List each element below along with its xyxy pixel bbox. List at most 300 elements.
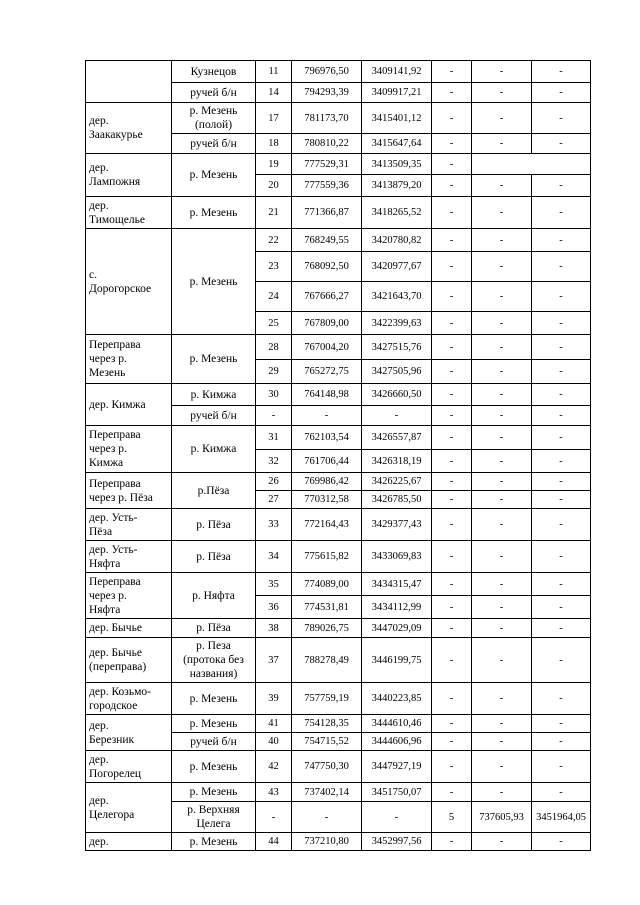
river-cell-line: р. Мезень: [189, 105, 238, 117]
settlement-cell-line: (переправа): [89, 661, 147, 673]
x-coordinate-cell: 761706,44: [292, 450, 362, 473]
point-number-cell: 37: [256, 638, 292, 683]
dash-cell: -: [432, 312, 472, 335]
y-coordinate-cell: 3440223,85: [362, 683, 432, 715]
point-number-cell: 22: [256, 229, 292, 252]
settlement-cell-line: дер. Бычье: [89, 622, 142, 634]
river-cell: [172, 509, 256, 541]
settlement-cell-line: Лампожня: [89, 176, 141, 188]
river-cell: [172, 83, 256, 103]
dash-cell: -: [532, 406, 591, 426]
point-number-cell: 36: [256, 596, 292, 619]
dash-cell: -: [472, 360, 532, 384]
dash-cell: -: [472, 541, 532, 573]
river-cell: [172, 541, 256, 573]
dash-cell: -: [532, 473, 591, 491]
river-cell: [172, 619, 256, 638]
extra-value-cell: 3451964,05: [532, 802, 591, 833]
point-number-cell: 34: [256, 541, 292, 573]
settlement-cell-line: городское: [89, 699, 138, 712]
dash-cell: -: [432, 229, 472, 252]
x-coordinate-cell: 764148,98: [292, 384, 362, 406]
point-number-cell: 20: [256, 175, 292, 197]
settlement-cell: [86, 509, 172, 541]
settlement-cell: [86, 638, 172, 683]
table-row: [86, 541, 591, 573]
point-number-cell: 31: [256, 426, 292, 450]
dash-cell: -: [432, 103, 472, 134]
dash-cell: -: [432, 783, 472, 802]
dash-cell: -: [532, 596, 591, 619]
dash-cell: -: [472, 619, 532, 638]
y-coordinate-cell: 3451750,07: [362, 783, 432, 802]
dash-cell: -: [432, 61, 472, 83]
dash-cell: -: [532, 426, 591, 450]
point-number-cell: 19: [256, 154, 292, 175]
x-coordinate-cell: 767666,27: [292, 282, 362, 312]
river-cell: [172, 335, 256, 384]
table-row: [86, 751, 591, 783]
river-cell-line: р. Кимжа: [190, 388, 237, 401]
river-cell-line: р. Кимжа: [190, 443, 237, 455]
x-coordinate-cell: 757759,19: [292, 683, 362, 715]
point-number-cell: 27: [256, 491, 292, 509]
dash-cell: -: [472, 783, 532, 802]
river-cell: [172, 802, 256, 833]
x-coordinate-cell: 777529,31: [292, 154, 362, 175]
y-coordinate-cell: 3420977,67: [362, 252, 432, 282]
point-number-cell: 28: [256, 335, 292, 360]
point-number-cell: 23: [256, 252, 292, 282]
dash-cell: -: [432, 83, 472, 103]
dash-cell: -: [532, 252, 591, 282]
river-cell-line: ручей б/н: [190, 86, 237, 99]
river-cell-line: ручей б/н: [190, 137, 237, 150]
dash-cell: -: [472, 282, 532, 312]
river-cell: [172, 473, 256, 509]
settlement-cell: [86, 541, 172, 573]
river-cell: [172, 406, 256, 426]
river-cell: [172, 573, 256, 619]
x-coordinate-cell: 767004,20: [292, 335, 362, 360]
dash-cell: -: [532, 312, 591, 335]
river-cell-line: ручей б/н: [190, 409, 237, 422]
river-cell: [172, 426, 256, 473]
x-coordinate-cell: 768092,50: [292, 252, 362, 282]
dash-cell: -: [432, 751, 472, 783]
settlement-cell: [86, 61, 172, 103]
settlement-cell-line: через р.: [89, 589, 127, 602]
point-number-cell: 17: [256, 103, 292, 134]
dash-cell: -: [532, 282, 591, 312]
settlement-cell-line: Пёза: [89, 525, 113, 538]
river-cell-line: р. Мезень: [189, 786, 238, 798]
x-coordinate-cell: 777559,36: [292, 175, 362, 197]
settlement-cell-line: дер.: [89, 115, 109, 127]
dash-cell: -: [532, 733, 591, 751]
settlement-cell-line: Дорогорское: [89, 282, 152, 295]
x-coordinate-cell: 765272,75: [292, 360, 362, 384]
x-coordinate-cell: 737210,80: [292, 833, 362, 851]
extra-value-cell: 5: [432, 802, 472, 833]
table-row: [86, 61, 591, 83]
dash-cell: -: [472, 573, 532, 596]
river-cell-line: р.Пёза: [197, 484, 230, 497]
table-row: [86, 103, 591, 134]
dash-cell: -: [432, 450, 472, 473]
dash-cell: -: [532, 103, 591, 134]
y-coordinate-cell: 3444606,96: [362, 733, 432, 751]
settlement-cell-line: Мезень: [89, 367, 126, 379]
dash-cell: -: [532, 541, 591, 573]
settlement-cell-line: дер.: [89, 199, 109, 212]
table-row: [86, 154, 591, 175]
settlement-cell-line: дер.: [89, 794, 109, 807]
river-cell: [172, 229, 256, 335]
dash-cell: -: [432, 384, 472, 406]
x-coordinate-cell: 769986,42: [292, 473, 362, 491]
dash-cell: -: [432, 335, 472, 360]
river-cell: [172, 384, 256, 406]
x-coordinate-cell: 754715,52: [292, 733, 362, 751]
y-coordinate-cell: 3426225,67: [362, 473, 432, 491]
table-row: [86, 683, 591, 715]
settlement-cell: [86, 619, 172, 638]
dash-cell: -: [472, 134, 532, 154]
settlement-cell-line: Целегора: [89, 808, 135, 821]
settlement-cell-line: Переправа: [89, 477, 141, 490]
y-coordinate-cell: 3434315,47: [362, 573, 432, 596]
dash-cell: -: [532, 229, 591, 252]
river-cell: [172, 134, 256, 154]
settlement-cell-line: Переправа: [89, 575, 141, 588]
table-row: [86, 197, 591, 229]
point-number-cell: 40: [256, 733, 292, 751]
dash-cell: -: [472, 61, 532, 83]
settlement-cell: [86, 473, 172, 509]
x-coordinate-cell: 747750,30: [292, 751, 362, 783]
dash-cell: -: [472, 596, 532, 619]
river-cell-line: р. Няфта: [192, 589, 235, 602]
settlement-cell-line: дер. Усть-: [89, 543, 138, 556]
y-coordinate-cell: 3426557,87: [362, 426, 432, 450]
settlement-cell-line: Кимжа: [89, 457, 124, 469]
dash-cell: -: [432, 619, 472, 638]
table-row: [86, 573, 591, 596]
y-coordinate-cell: 3415647,64: [362, 134, 432, 154]
dash-cell: -: [432, 426, 472, 450]
table-row: [86, 473, 591, 491]
dash-cell: -: [432, 154, 472, 175]
y-coordinate-cell: 3446199,75: [362, 638, 432, 683]
dash-cell: -: [532, 683, 591, 715]
dash-cell: -: [532, 175, 591, 197]
settlement-cell-line: Переправа: [89, 339, 141, 351]
dash-cell: -: [432, 175, 472, 197]
point-number-cell: 29: [256, 360, 292, 384]
point-number-cell: 14: [256, 83, 292, 103]
dash-cell: -: [472, 384, 532, 406]
river-cell-line: р. Мезень: [189, 760, 238, 773]
point-number-cell: 25: [256, 312, 292, 335]
river-cell-line: р. Мезень: [189, 835, 238, 848]
dash-cell: -: [532, 509, 591, 541]
river-cell: [172, 61, 256, 83]
point-number-cell: 38: [256, 619, 292, 638]
point-number-cell: 18: [256, 134, 292, 154]
x-coordinate-cell: 754128,35: [292, 715, 362, 733]
x-coordinate-cell: 781173,70: [292, 103, 362, 134]
y-coordinate-cell: 3447029,09: [362, 619, 432, 638]
dash-cell: -: [472, 450, 532, 473]
point-number-cell: 43: [256, 783, 292, 802]
dash-cell: -: [432, 406, 472, 426]
x-coordinate-cell: 737402,14: [292, 783, 362, 802]
dash-cell: -: [472, 715, 532, 733]
table-row: [86, 783, 591, 802]
settlement-cell-line: дер. Козьмо-: [89, 685, 151, 698]
x-coordinate-cell: 775615,82: [292, 541, 362, 573]
y-coordinate-cell: 3420780,82: [362, 229, 432, 252]
settlement-cell-line: дер. Усть-: [89, 511, 138, 524]
dash-cell: -: [532, 360, 591, 384]
y-coordinate-cell: -: [362, 406, 432, 426]
settlement-cell: [86, 229, 172, 335]
dash-cell: -: [532, 384, 591, 406]
settlement-cell-line: Тимощелье: [89, 213, 145, 226]
dash-cell: -: [532, 134, 591, 154]
settlement-cell-line: Няфта: [89, 557, 121, 570]
river-cell: [172, 103, 256, 134]
x-coordinate-cell: 796976,50: [292, 61, 362, 83]
dash-cell: -: [532, 335, 591, 360]
x-coordinate-cell: 762103,54: [292, 426, 362, 450]
coordinates-table: [85, 60, 591, 851]
dash-cell: -: [532, 638, 591, 683]
dash-cell: -: [432, 683, 472, 715]
table-row: [86, 335, 591, 360]
dash-cell: -: [432, 491, 472, 509]
settlement-cell: [86, 751, 172, 783]
dash-cell: -: [432, 134, 472, 154]
settlement-cell-line: дер.: [89, 162, 109, 174]
x-coordinate-cell: 772164,43: [292, 509, 362, 541]
river-cell: [172, 154, 256, 197]
table-row: [86, 384, 591, 406]
point-number-cell: 32: [256, 450, 292, 473]
y-coordinate-cell: 3409917,21: [362, 83, 432, 103]
dash-cell: -: [532, 83, 591, 103]
x-coordinate-cell: -: [292, 406, 362, 426]
x-coordinate-cell: 768249,55: [292, 229, 362, 252]
dash-cell: -: [472, 197, 532, 229]
x-coordinate-cell: 794293,39: [292, 83, 362, 103]
dash-cell: -: [432, 197, 472, 229]
dash-cell: -: [472, 833, 532, 851]
y-coordinate-cell: 3422399,63: [362, 312, 432, 335]
settlement-cell: [86, 573, 172, 619]
x-coordinate-cell: 770312,58: [292, 491, 362, 509]
dash-cell: -: [432, 509, 472, 541]
settlement-cell-line: через р.: [89, 353, 127, 365]
x-coordinate-cell: 767809,00: [292, 312, 362, 335]
y-coordinate-cell: 3433069,83: [362, 541, 432, 573]
y-coordinate-cell: 3452997,56: [362, 833, 432, 851]
y-coordinate-cell: 3434112,99: [362, 596, 432, 619]
table-row: [86, 229, 591, 252]
dash-cell: -: [532, 619, 591, 638]
settlement-cell: [86, 154, 172, 197]
dash-cell: -: [432, 473, 472, 491]
settlement-cell-line: дер.: [89, 753, 109, 766]
x-coordinate-cell: 788278,49: [292, 638, 362, 683]
river-cell-line: Кузнецов: [190, 65, 237, 78]
river-cell-line: Целега: [196, 818, 231, 830]
river-cell-line: (протока без: [183, 654, 244, 666]
y-coordinate-cell: 3413509,35: [362, 154, 432, 175]
dash-cell: -: [432, 541, 472, 573]
river-cell-line: р. Мезень: [189, 717, 238, 730]
point-number-cell: 42: [256, 751, 292, 783]
table-row: [86, 509, 591, 541]
dash-cell: -: [472, 103, 532, 134]
dash-cell: -: [472, 229, 532, 252]
settlement-cell-line: дер.: [89, 719, 109, 732]
table-body: [86, 61, 591, 851]
dash-cell: -: [472, 733, 532, 751]
dash-cell: -: [472, 683, 532, 715]
dash-cell: -: [472, 335, 532, 360]
river-cell: [172, 638, 256, 683]
river-cell-line: р. Пёза: [196, 622, 231, 634]
y-coordinate-cell: 3426660,50: [362, 384, 432, 406]
settlement-cell: [86, 384, 172, 426]
dash-cell: -: [472, 473, 532, 491]
dash-cell: -: [532, 61, 591, 83]
river-cell-line: р. Мезень: [189, 353, 238, 365]
river-cell-line: р. Пёза: [196, 518, 231, 531]
dash-cell: -: [472, 406, 532, 426]
y-coordinate-cell: 3409141,92: [362, 61, 432, 83]
dash-cell: -: [532, 450, 591, 473]
y-coordinate-cell: 3427505,96: [362, 360, 432, 384]
dash-cell: -: [472, 491, 532, 509]
settlement-cell-line: Няфта: [89, 603, 121, 616]
x-coordinate-cell: 774531,81: [292, 596, 362, 619]
river-cell-line: р. Мезень: [189, 206, 238, 219]
y-coordinate-cell: 3426318,19: [362, 450, 432, 473]
river-cell-line: р. Пеза: [196, 640, 231, 652]
settlement-cell: [86, 683, 172, 715]
y-coordinate-cell: -: [362, 802, 432, 833]
point-number-cell: 39: [256, 683, 292, 715]
point-number-cell: 24: [256, 282, 292, 312]
dash-cell: -: [532, 833, 591, 851]
point-number-cell: 35: [256, 573, 292, 596]
settlement-cell: [86, 783, 172, 833]
settlement-cell-line: дер.: [89, 835, 109, 848]
x-coordinate-cell: -: [292, 802, 362, 833]
river-cell-line: названия): [189, 668, 238, 680]
river-cell-line: р. Мезень: [189, 275, 238, 288]
dash-cell: -: [532, 197, 591, 229]
dash-cell: -: [532, 573, 591, 596]
point-number-cell: 41: [256, 715, 292, 733]
table-row: [86, 715, 591, 733]
point-number-cell: -: [256, 802, 292, 833]
dash-cell: -: [472, 638, 532, 683]
dash-cell: -: [432, 833, 472, 851]
dash-cell: -: [432, 282, 472, 312]
settlement-cell: [86, 335, 172, 384]
dash-cell: -: [472, 175, 532, 197]
settlement-cell: [86, 833, 172, 851]
dash-cell: -: [432, 733, 472, 751]
settlement-cell-line: через р.: [89, 443, 127, 455]
dash-cell: -: [472, 252, 532, 282]
point-number-cell: 21: [256, 197, 292, 229]
y-coordinate-cell: 3413879,20: [362, 175, 432, 197]
river-cell-line: (полой): [194, 119, 233, 131]
table-row: [86, 638, 591, 683]
dash-cell: -: [432, 638, 472, 683]
settlement-cell-line: Заакакурье: [89, 129, 143, 141]
dash-cell: -: [432, 573, 472, 596]
table-row: [86, 833, 591, 851]
point-number-cell: 11: [256, 61, 292, 83]
dash-cell: -: [472, 426, 532, 450]
dash-cell: -: [472, 83, 532, 103]
settlement-cell: [86, 197, 172, 229]
river-cell: [172, 751, 256, 783]
x-coordinate-cell: 774089,00: [292, 573, 362, 596]
empty-cell: [472, 154, 591, 175]
settlement-cell: [86, 103, 172, 154]
river-cell: [172, 715, 256, 733]
point-number-cell: 30: [256, 384, 292, 406]
settlement-cell-line: Переправа: [89, 429, 141, 441]
x-coordinate-cell: 780810,22: [292, 134, 362, 154]
x-coordinate-cell: 789026,75: [292, 619, 362, 638]
river-cell: [172, 833, 256, 851]
y-coordinate-cell: 3418265,52: [362, 197, 432, 229]
dash-cell: -: [532, 783, 591, 802]
river-cell-line: ручей б/н: [190, 735, 237, 748]
y-coordinate-cell: 3426785,50: [362, 491, 432, 509]
river-cell: [172, 683, 256, 715]
y-coordinate-cell: 3415401,12: [362, 103, 432, 134]
settlement-cell-line: Березник: [89, 733, 135, 746]
table-row: [86, 619, 591, 638]
dash-cell: -: [432, 715, 472, 733]
y-coordinate-cell: 3444610,46: [362, 715, 432, 733]
river-cell-line: р. Мезень: [189, 169, 238, 181]
river-cell: [172, 197, 256, 229]
dash-cell: -: [432, 596, 472, 619]
settlement-cell: [86, 715, 172, 751]
dash-cell: -: [532, 715, 591, 733]
settlement-cell-line: через р. Пёза: [89, 491, 153, 504]
dash-cell: -: [532, 751, 591, 783]
extra-value-cell: 737605,93: [472, 802, 532, 833]
river-cell-line: р. Верхняя: [187, 804, 240, 816]
river-cell: [172, 733, 256, 751]
y-coordinate-cell: 3427515,76: [362, 335, 432, 360]
settlement-cell-line: с.: [89, 268, 97, 281]
y-coordinate-cell: 3421643,70: [362, 282, 432, 312]
point-number-cell: 44: [256, 833, 292, 851]
dash-cell: -: [472, 751, 532, 783]
